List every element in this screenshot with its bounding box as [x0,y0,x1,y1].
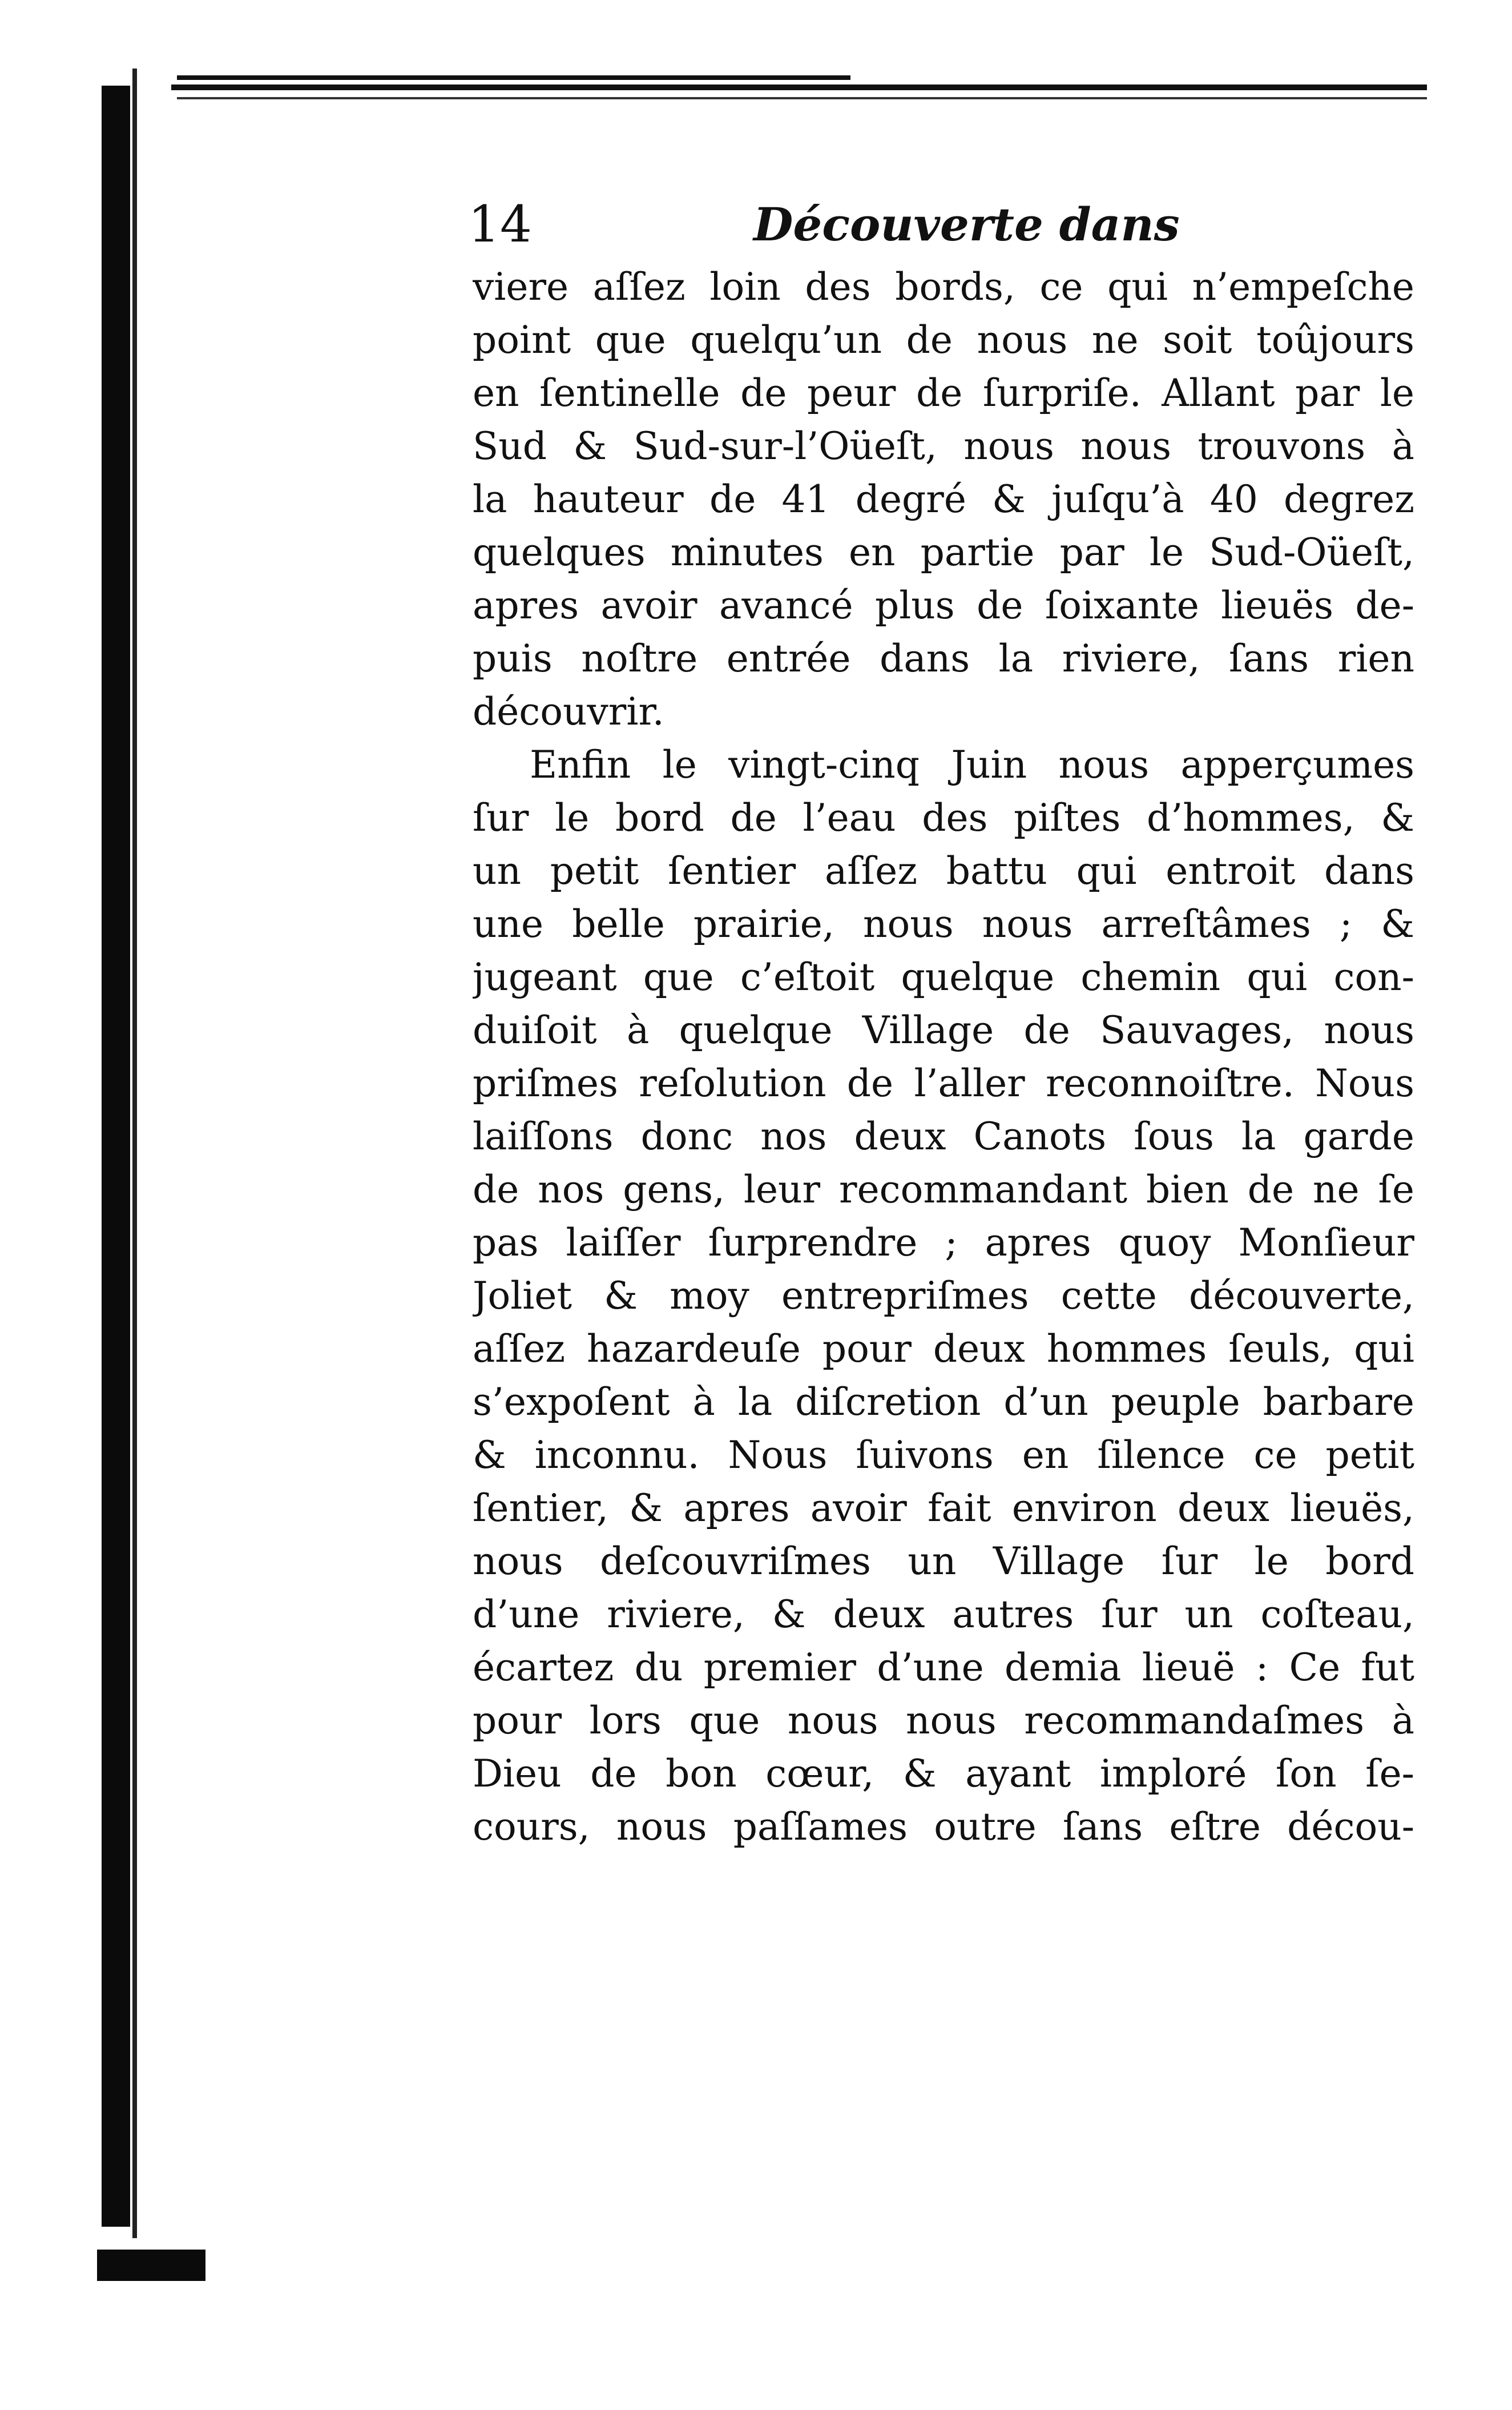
text-line: Enfin le vingt-cinq Juin nous apperçumes [530,743,1414,787]
text-line: la hauteur de 41 degré & juſqu’à 40 degrez [473,477,1414,521]
text-line: Joliet & moy entrepriſmes cette découverte, [473,1274,1414,1318]
text-line: apres avoir avancé plus de ſoixante lieuës de- [473,584,1414,627]
text-line: duiſoit à quelque Village de Sauvages, nous [473,1008,1414,1052]
text-line: de nos gens, leur recommandant bien de ne ſe [473,1168,1414,1212]
text-line: pas laiſſer ſurprendre ; apres quoy Monſieur [473,1221,1414,1265]
text-line: viere aſſez loin des bords, ce qui n’empeſche [473,265,1414,309]
text-line: puis noſtre entrée dans la riviere, ſans rien [473,637,1414,681]
text-line: Sud & Sud-sur-l’Oüeſt, nous nous trouvons à [473,424,1414,468]
page-top-rule [171,85,1427,90]
text-line: un petit ſentier aſſez battu qui entroit dans [473,849,1414,893]
paragraph-continued [473,260,1414,738]
text-line: point que quelqu’un de nous ne soit toûjours [473,318,1414,362]
text-line: pour lors que nous nous recommandaſmes à [473,1699,1414,1743]
running-title: Découverte dans [753,198,1180,251]
page-number: 14 [468,195,532,254]
paragraph [473,738,1414,1853]
text-line: & inconnu. Nous ſuivons en ſilence ce petit [473,1433,1414,1477]
text-line: cours, nous paſſames outre ſans eſtre décou- [473,1805,1414,1849]
text-line: s’expoſent à la diſcretion d’un peuple barbare [473,1380,1414,1424]
text-line: écartez du premier d’une demia lieuë : Ce fut [473,1645,1414,1689]
text-line: ſentier, & apres avoir fait environ deux lieuës, [473,1486,1414,1530]
text-line: une belle prairie, nous nous arreſtâmes ; & [473,902,1414,946]
text-line: nous deſcouvriſmes un Village ſur le bord [473,1539,1414,1583]
text-line: jugeant que c’eſtoit quelque chemin qui con- [473,955,1414,999]
binding-edge-foot [97,2250,205,2281]
binding-edge-shadow [102,86,130,2227]
text-line: laiſſons donc nos deux Canots ſous la garde [473,1115,1414,1158]
text-line: priſmes reſolution de l’aller reconnoiſtre. Nous [473,1061,1414,1105]
text-line: quelques minutes en partie par le Sud-Oüeſt, [473,530,1414,574]
page-top-rule-short [177,75,850,80]
running-head [468,193,1416,256]
text-line: aſſez hazardeuſe pour deux hommes ſeuls, qui [473,1327,1414,1371]
text-line: d’une riviere, & deux autres ſur un coſteau, [473,1592,1414,1636]
text-line: ſur le bord de l’eau des piſtes d’hommes, & [473,796,1414,840]
text-line: découvrir. [473,690,664,734]
binding-edge-line [132,69,137,2238]
page-top-rule-thin [177,97,1427,99]
body-text [473,260,1414,1853]
text-line: Dieu de bon cœur, & ayant imploré ſon ſe- [473,1752,1414,1796]
text-line: en ſentinelle de peur de ſurpriſe. Allant par le [473,371,1414,415]
